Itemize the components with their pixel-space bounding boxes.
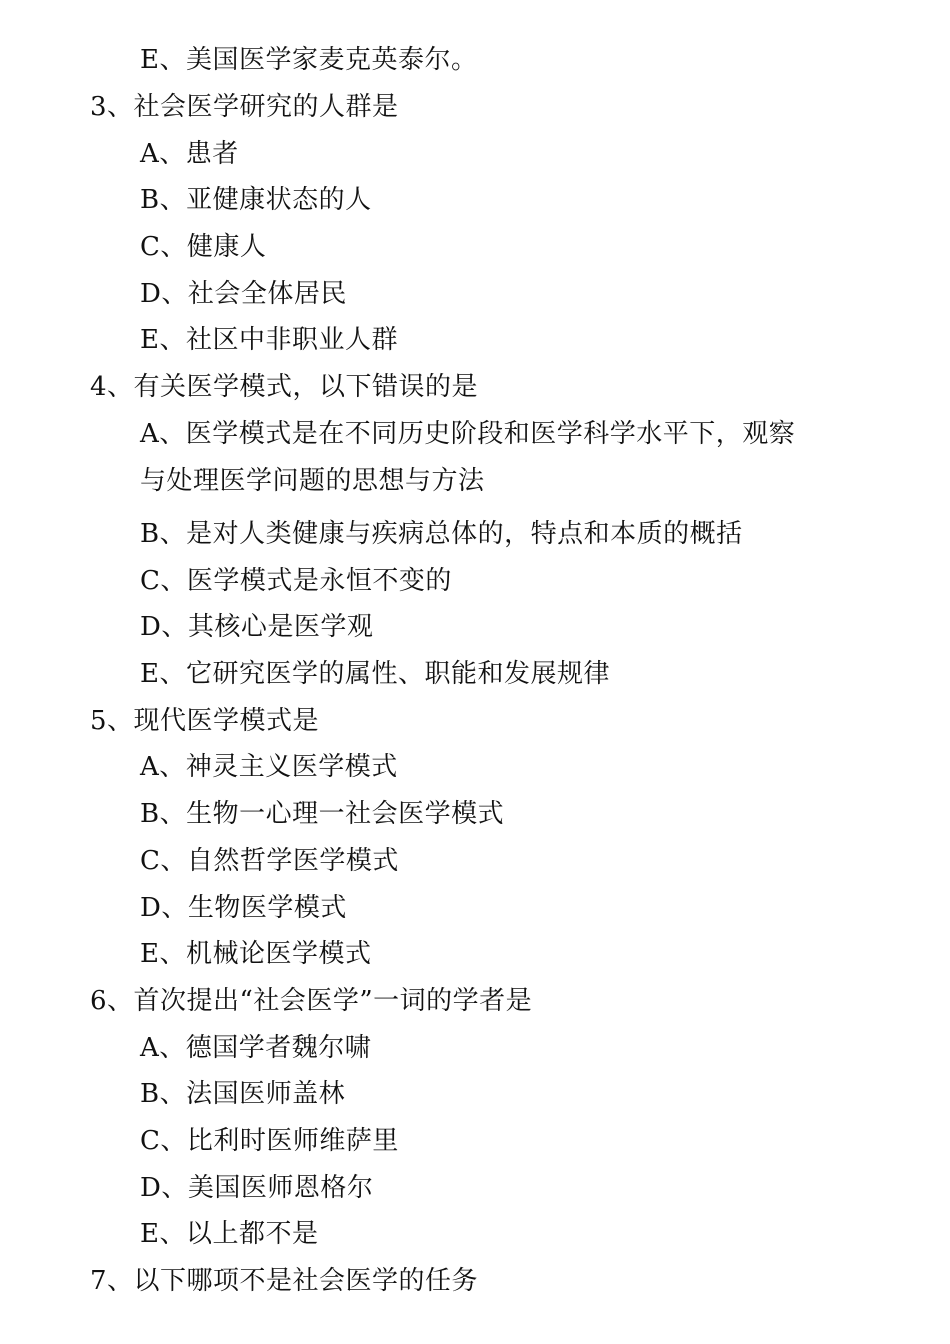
option-q3-c: C、健康人: [140, 232, 267, 262]
option-q5-a: A、神灵主义医学模式: [140, 752, 398, 782]
option-q4-a-continued: 与处理医学问题的思想与方法: [140, 466, 485, 496]
option-q4-b: B、是对人类健康与疾病总体的，特点和本质的概括: [140, 519, 743, 549]
option-q5-c: C、自然哲学医学模式: [140, 846, 399, 876]
option-q5-b: B、生物一心理一社会医学模式: [140, 799, 505, 829]
option-q5-d: D、生物医学模式: [140, 893, 347, 923]
option-q3-e: E、社区中非职业人群: [140, 325, 398, 355]
option-q6-e: E、以上都不是: [140, 1219, 319, 1249]
option-q5-e: E、机械论医学模式: [140, 939, 372, 969]
option-q3-a: A、患者: [140, 139, 239, 169]
option-q4-e: E、它研究医学的属性、职能和发展规律: [140, 659, 610, 689]
option-q4-a: A、医学模式是在不同历史阶段和医学科学水平下，观察: [140, 419, 796, 449]
question-4: 4、有关医学模式，以下错误的是: [90, 372, 479, 402]
option-q3-d: D、社会全体居民: [140, 279, 347, 309]
option-q4-d: D、其核心是医学观: [140, 612, 374, 642]
question-7: 7、以下哪项不是社会医学的任务: [90, 1266, 479, 1296]
option-q6-a: A、德国学者魏尔啸: [140, 1033, 372, 1063]
option-q4-c: C、医学模式是永恒不变的: [140, 566, 452, 596]
question-5: 5、现代医学模式是: [90, 706, 320, 736]
option-q2-e: E、美国医学家麦克英泰尔。: [140, 45, 478, 75]
option-q6-d: D、美国医师恩格尔: [140, 1173, 374, 1203]
option-q3-b: B、亚健康状态的人: [140, 185, 372, 215]
question-6: 6、首次提出“社会医学”一词的学者是: [90, 986, 533, 1016]
option-q6-b: B、法国医师盖林: [140, 1079, 346, 1109]
question-3: 3、社会医学研究的人群是: [90, 92, 399, 122]
option-q6-c: C、比利时医师维萨里: [140, 1126, 399, 1156]
